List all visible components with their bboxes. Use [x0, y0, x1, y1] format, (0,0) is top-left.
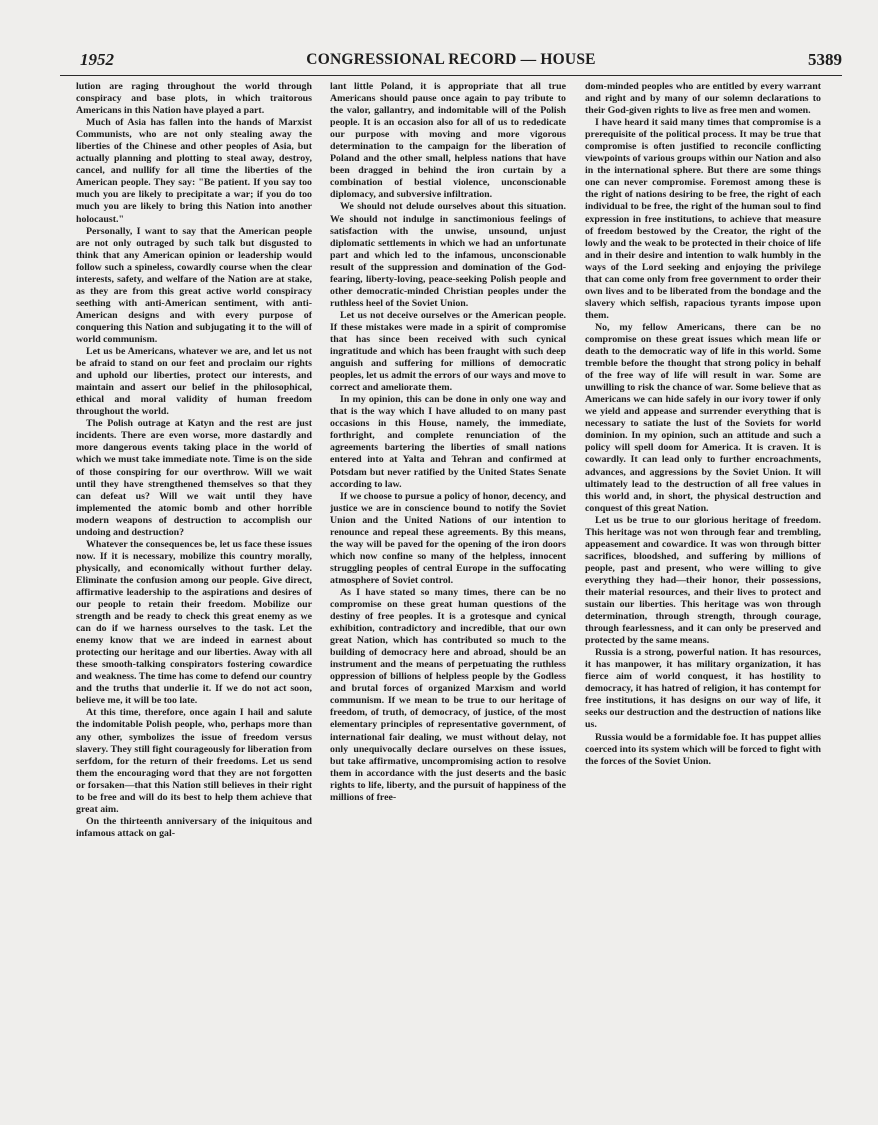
paragraph: We should not delude ourselves about this situation. We should not indulge in sanctimonious feelings of satisfaction with the unwise, unsound, unjust diplomatic settlements in which we had an unfortunate part and which led to the infamous, unconscionable result of the suppression and domination of the God-fearing, liberty-loving, peace-seeking Polish people and other democratic-minded Christian peoples under the ruthless heel of the Soviet Union.: [330, 201, 566, 309]
header-page-number: 5389: [808, 50, 842, 69]
paragraph: In my opinion, this can be done in only one way and that is the way which I have alluded to on many past occasions in this House, namely, the immediate, forthright, and complete renunciation of the agreements bartering the liberties of small nations entered into at Yalta and Tehran and confirmed at Potsdam but never ratified by the United States Senate according to law.: [330, 394, 566, 490]
header-year: 1952: [80, 50, 114, 69]
text-column-3: [585, 81, 821, 1101]
page-header: [60, 49, 842, 76]
paragraph: The Polish outrage at Katyn and the rest are just incidents. There are even worse, more dastardly and more dangerous events taking place in the world of which we must take immediate note. Time is on the side of those conspiring for our overthrow. Will we wait until they have strengthened themselves so that they can defeat us? Will we wait until they have implemented the atomic bomb and other horrible modern weapons of destruction to accomplish our undoing and destruction?: [76, 418, 312, 538]
paragraph: Let us not deceive ourselves or the American people. If these mistakes were made in a spirit of compromise that has since been received with such cynical ingratitude and which has been fraught with such deep anguish and suffering for millions of democratic peoples, let us admit the errors of our ways and move to correct and ameliorate them.: [330, 309, 566, 394]
paragraph: Russia is a strong, powerful nation. It has resources, it has manpower, it has military organization, it has fierce aim of world conquest, it has hostility to democracy, it has hatred of religion, it has contempt for free institutions, it has designs on our way of life, it seeks our destruction and the destruction of nations like us.: [585, 647, 821, 731]
paragraph: On the thirteenth anniversary of the iniquitous and infamous attack on gal-: [76, 815, 312, 839]
paragraph: lution are raging throughout the world through conspiracy and base plots, in which traitorous Americans in this Nation have played a part.: [76, 81, 312, 117]
paragraph: lant little Poland, it is appropriate that all true Americans should pause once again to pay tribute to the valor, gallantry, and indomitable will of the Polish people. It is an occasion also for all of us to rededicate our purpose with moving and more vigorous determination to the campaign for the liberation of Poland and the other small, helpless nations that have been dragged in behind the iron curtain by a combination of bestial violence, unconscionable diplomacy, and subversive infiltration.: [330, 81, 566, 201]
text-column-2: [330, 81, 566, 1101]
paragraph: No, my fellow Americans, there can be no compromise on these great issues which mean life or death to the democratic way of life in this world. Some tremble before the thought that strong policy in behalf of the free way of life will result in war. Some are unwilling to risk the chance of war. Some believe that as Americans we can hide safely in our ivory tower if only we yield and appease and surrender everything that is necessary to satiate the lust of the Soviets for world dominion. In my opinion, such an attitude and such a policy will spell doom for America. It is craven. It is cowardly. It can lead only to further encroachments, advances, and aggressions by the Soviet Union. It will ultimately lead to the destruction of all free values in this world and, in short, the physical destruction and conquest of this great Nation.: [585, 321, 821, 514]
paragraph: Let us be Americans, whatever we are, and let us not be afraid to stand on our feet and proclaim our rights and uphold our liberties, protect our interests, and maintain and assert our belief in the philosophical, ethical and moral validity of human freedom throughout the world.: [76, 346, 312, 418]
paragraph: If we choose to pursue a policy of honor, decency, and justice we are in conscience bound to notify the Soviet Union and the United Nations of our intention to renounce and repeal these agreements. By this means, the way will be paved for the opening of the iron doors which now confine so many of the helpless, innocent struggling peoples of central Europe in the suffocating atmosphere of Soviet control.: [330, 490, 566, 586]
paragraph: Russia would be a formidable foe. It has puppet allies coerced into its system which will be forced to fight with the forces of the Soviet Union.: [585, 731, 821, 767]
paragraph: As I have stated so many times, there can be no compromise on these great human questions of the destiny of free peoples. It is a grotesque and cynical exhibition, contradictory and incredible, that our own great Nation, which has contributed so much to the building of democracy here and abroad, should be an instrument and the means of perpetuating the ruthless oppression of billions of helpless people by the Godless and brutal forces of organized Marxism and world communism. If we mean to be true to our heritage of freedom, of truth, of democracy, of justice, of the most elementary principles of representative government, of international fair dealing, we must without delay, not only unequivocally declare ourselves on these issues, but take affirmative, uncompromising action to resolve them in accordance with the just deserts and the basic rights to life, liberty, and the pursuit of happiness of the millions of free-: [330, 586, 566, 803]
paragraph: Let us be true to our glorious heritage of freedom. This heritage was not won through fear and trembling, appeasement and cowardice. It was won through bitter sacrifices, bloodshed, and suffering by millions of people, past and present, who were willing to give everything they had—their honor, their possessions, their material resources, and their lives to protect and sustain our liberties. This heritage was won through determination, through strength, through courage, through fearlessness, and it can only be preserved and protected by the same means.: [585, 514, 821, 647]
text-column-1: [76, 81, 312, 1101]
paragraph: Whatever the consequences be, let us face these issues now. If it is necessary, mobilize this country morally, physically, and economically without further delay. Eliminate the confusion among our people. Give direct, affirmative leadership to the aspirations and desires of our people to retain their freedom. Mobilize our strength and be ready to check this great enemy as we can do if we harness ourselves to the task. Let the enemy know that we are indeed in earnest about protecting our heritage and our liberties. Away with all these smooth-talking conspirators fostering cowardice and weakness. The time has come to defend our country and the truths that underlie it. If we do not act soon, believe me, it will be too late.: [76, 538, 312, 707]
paragraph: Much of Asia has fallen into the hands of Marxist Communists, who are not only stealing away the liberties of the Chinese and other peoples of Asia, but actually planning and plotting to steal away, destroy, cancel, and nullify for all time the liberties of the American people. They say: "Be patient. If you say too much you are likely to precipitate a war; if you do too much you are likely to bring this Nation into another holocaust.": [76, 117, 312, 225]
paragraph: At this time, therefore, once again I hail and salute the indomitable Polish people, who, perhaps more than any other, symbolizes the issue of freedom versus slavery. They still fight courageously for liberation from serfdom, for the return of their freedoms. Let us send them the encouraging word that they are not forgotten or forsaken—that this Nation still believes in their right to be free and will do its best to help them achieve that great aim.: [76, 707, 312, 815]
header-title: CONGRESSIONAL RECORD — HOUSE: [306, 51, 596, 68]
paragraph: I have heard it said many times that compromise is a prerequisite of the political process. It may be true that compromise is often justified to reconcile conflicting viewpoints of various groups within our Nation and also in the international sphere. But there are some things one can never compromise. Foremost among these is the right of nations desiring to be free, the right of each individual to be free, the right of the human soul to find expression in free institutions, to achieve that measure of freedom bestowed by the Creator, the right of the lowly and the weak to be protected in their choice of life and in their desire and intention to walk humbly in the ways of the Lord seeking and enjoying the privilege that can come only from free government to order their own lives and to be liberated from the bondage and the slavery which selfish, rapacious tyrants impose upon them.: [585, 117, 821, 321]
paragraph: dom-minded peoples who are entitled by every warrant and right and by many of our solemn declarations to their God-given rights to live as free men and women.: [585, 81, 821, 117]
paragraph: Personally, I want to say that the American people are not only outraged by such talk but disgusted to think that any American opinion or leadership would follow such a spineless, cowardly course when the clear interests, safety, and welfare of the Nation are at stake, as they are from this great active world conspiracy seething with anti-American sentiment, with anti-American designs and with every purpose of conquering this Nation and subjugating it to the will of world communism.: [76, 225, 312, 345]
